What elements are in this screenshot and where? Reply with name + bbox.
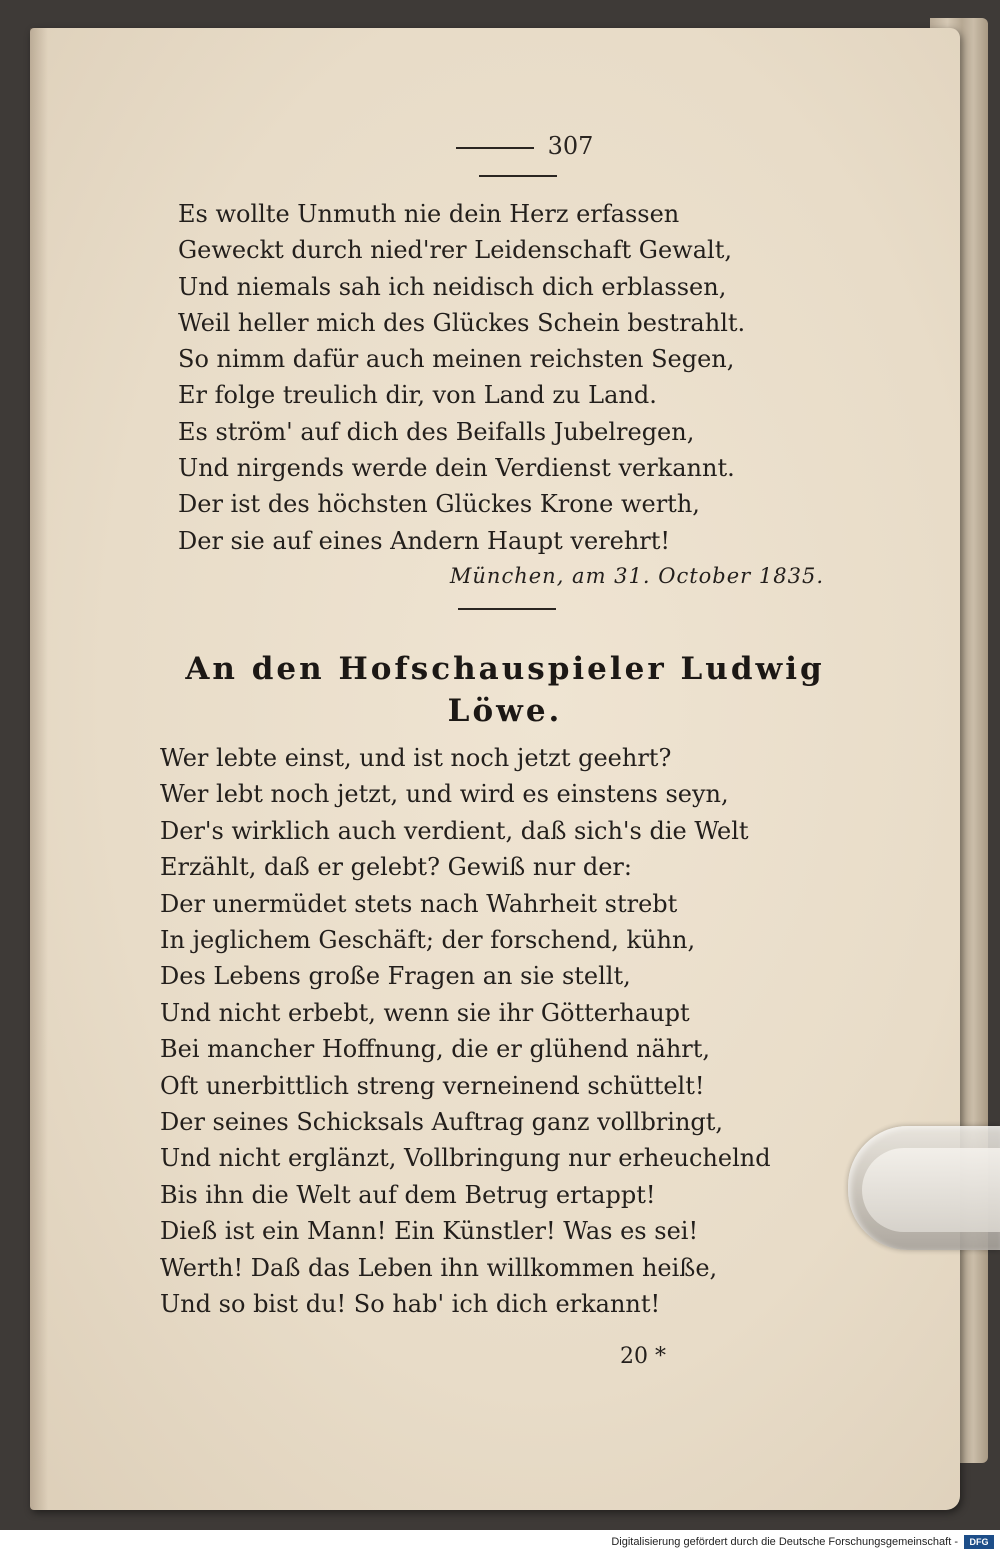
page-clip-highlight <box>862 1148 1000 1232</box>
poem-title <box>180 648 830 732</box>
poem-line: Erzählt, daß er gelebt? Gewiß nur der: <box>160 853 632 882</box>
poem-line: Des Lebens große Fragen an sie stellt, <box>160 962 631 991</box>
poem-line: Und nicht erbebt, wenn sie ihr Götterhaupt <box>160 998 690 1027</box>
dfg-logo: DFG <box>964 1535 994 1549</box>
poem-line: Und so bist du! So hab' ich dich erkannt! <box>160 1290 661 1319</box>
section-divider <box>458 608 556 610</box>
page-number: 307 <box>395 132 640 188</box>
poem-line: Wer lebte einst, und ist noch jetzt geehrt? <box>160 744 672 772</box>
poem-line: Werth! Daß das Leben ihn willkommen heiße, <box>160 1253 718 1282</box>
poem-body <box>160 740 780 1323</box>
poem-line: Bei mancher Hoffnung, die er glühend nährt, <box>160 1035 711 1064</box>
poem-line: Der unermüdet stets nach Wahrheit strebt <box>160 889 678 918</box>
poem-line: Und niemals sah ich neidisch dich erblassen, <box>178 272 727 301</box>
poem-line: Der seines Schicksals Auftrag ganz vollbringt, <box>160 1108 724 1137</box>
poem-line: Und nirgends werde dein Verdienst verkannt. <box>178 454 735 483</box>
previous-poem-ending <box>178 196 778 559</box>
poem-line: Der sie auf eines Andern Haupt verehrt! <box>178 526 671 555</box>
digitization-credit: Digitalisierung gefördert durch die Deutsche Forschungsgemeinschaft - <box>611 1536 958 1548</box>
poem-line: Und nicht erglänzt, Vollbringung nur erheuchelnd <box>160 1144 771 1173</box>
poem-title-line-2: Löwe. <box>447 693 563 729</box>
poem-line: In jeglichem Geschäft; der forschend, kühn, <box>160 926 696 955</box>
poem-line: Der's wirklich auch verdient, daß sich's die Welt <box>160 816 749 845</box>
poem-line: So nimm dafür auch meinen reichsten Segen, <box>178 345 735 374</box>
poem-line: Wer lebt noch jetzt, und wird es einstens seyn, <box>160 780 729 809</box>
poem-line: Es ström' auf dich des Beifalls Jubelregen, <box>178 417 695 446</box>
poem-line: Es wollte Unmuth nie dein Herz erfassen <box>178 200 680 228</box>
sheet-signature: 20 * <box>620 1344 666 1369</box>
poem-line: Oft unerbittlich streng verneinend schüttelt! <box>160 1071 705 1100</box>
poem-line: Bis ihn die Welt auf dem Betrug ertappt! <box>160 1180 656 1209</box>
poem-line: Dieß ist ein Mann! Ein Künstler! Was es sei! <box>160 1217 699 1246</box>
poem-line: Geweckt durch nied'rer Leidenschaft Gewalt, <box>178 236 732 265</box>
poem-line: Der ist des höchsten Glückes Krone werth, <box>178 490 700 519</box>
poem-line: Er folge treulich dir, von Land zu Land. <box>178 381 657 410</box>
dateline: München, am 31. October 1835. <box>449 564 824 588</box>
page-gutter-shadow <box>30 28 48 1510</box>
poem-title-line-1: An den Hofschauspieler Ludwig <box>185 651 825 687</box>
poem-line: Weil heller mich des Glückes Schein bestrahlt. <box>178 308 746 337</box>
